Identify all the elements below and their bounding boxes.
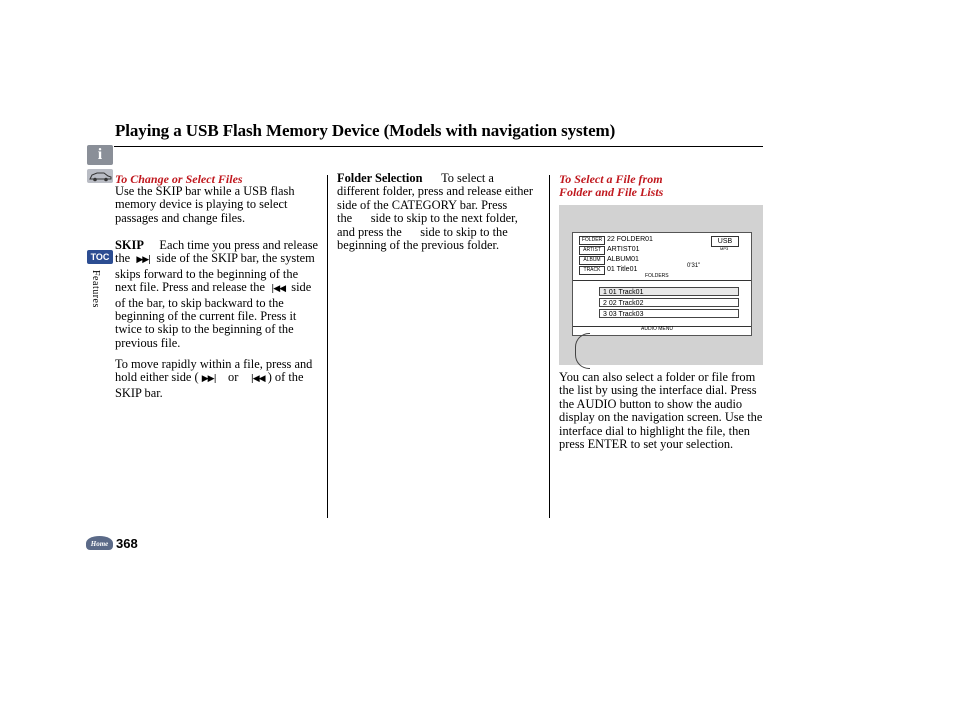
title-rule bbox=[114, 146, 763, 147]
folder-value: 22 FOLDER01 bbox=[607, 236, 653, 243]
format-label: MP3 bbox=[720, 246, 729, 251]
info-icon[interactable]: i bbox=[87, 145, 113, 165]
column-divider bbox=[549, 175, 550, 518]
rapid-text: To move rapidly within a file, press and hold either side ( bbox=[115, 357, 313, 385]
folder-paragraph bbox=[337, 172, 537, 252]
album-label: ALBUM bbox=[579, 256, 605, 265]
skip-forward-icon: ▶▶| bbox=[136, 255, 151, 266]
section-heading: To Change or Select Files bbox=[115, 172, 243, 186]
folder-label: FOLDER bbox=[579, 236, 605, 245]
rapid-paragraph bbox=[115, 358, 322, 400]
artist-label: ARTIST bbox=[579, 246, 605, 255]
section-heading: Folder and File Lists bbox=[559, 185, 664, 199]
toc-button[interactable]: TOC bbox=[87, 250, 113, 264]
folder-title: Folder Selection bbox=[337, 171, 423, 185]
folders-label: FOLDERS bbox=[645, 273, 669, 279]
audio-screen bbox=[572, 232, 752, 336]
skip-text: side of the SKIP bar, the system skips forward to the beginning of the next file. Press and release the bbox=[115, 251, 315, 295]
artist-value: ARTIST01 bbox=[607, 246, 640, 253]
source-badge: USB bbox=[711, 236, 739, 247]
list-item[interactable]: 2 02 Track02 bbox=[599, 298, 739, 307]
skip-paragraph bbox=[115, 239, 322, 350]
page-title: Playing a USB Flash Memory Device (Models with navigation system) bbox=[115, 121, 616, 140]
rapid-text: ) of the SKIP bar. bbox=[115, 370, 304, 400]
skip-back-icon: |◀◀ bbox=[250, 374, 265, 385]
rapid-text: or bbox=[228, 370, 239, 385]
skip-text: side of the bar, to skip backward to the beginning of the current file. Press it twice to skip to the beginning of the previous file. bbox=[115, 280, 312, 350]
track-label: TRACK bbox=[579, 266, 605, 275]
home-button[interactable]: Home bbox=[86, 536, 113, 550]
section-label: Features bbox=[90, 270, 101, 308]
page-number: 368 bbox=[116, 536, 138, 551]
skip-back-icon: |◀◀ bbox=[271, 284, 286, 295]
skip-title: SKIP bbox=[115, 238, 144, 252]
album-value: ALBUM01 bbox=[607, 256, 639, 263]
folder-text: side to skip to the beginning of the previous folder. bbox=[337, 224, 508, 253]
section-heading: To Select a File from bbox=[559, 172, 663, 186]
dial-arc-icon bbox=[575, 333, 590, 369]
audio-menu-label: AUDIO MENU bbox=[641, 326, 673, 332]
skip-forward-icon: ▶▶| bbox=[201, 374, 216, 385]
folder-text: To select a different folder, press and release either side of the CATEGORY bar. Press the bbox=[337, 171, 534, 226]
list-item[interactable]: 1 01 Track01 bbox=[599, 287, 739, 296]
time-readout: 0'31" bbox=[687, 263, 701, 269]
list-item[interactable]: 3 03 Track03 bbox=[599, 309, 739, 318]
track-value: 01 Title01 bbox=[607, 266, 638, 273]
folder-text: side to skip to the next folder, and press the bbox=[337, 211, 518, 239]
skip-text: Each time you press and release the bbox=[115, 238, 319, 266]
paragraph: Use the SKIP bar while a USB flash memory device is playing to select passages and change files. bbox=[115, 184, 295, 225]
column-divider bbox=[327, 175, 328, 518]
track-list bbox=[573, 280, 751, 327]
car-icon[interactable] bbox=[87, 169, 113, 183]
paragraph: You can also select a folder or file from the list by using the interface dial. Press the AUDIO button to show the audio display on the navigation screen. Use the interface dial to highlight the file, then press ENTER to set your selection. bbox=[559, 370, 763, 452]
